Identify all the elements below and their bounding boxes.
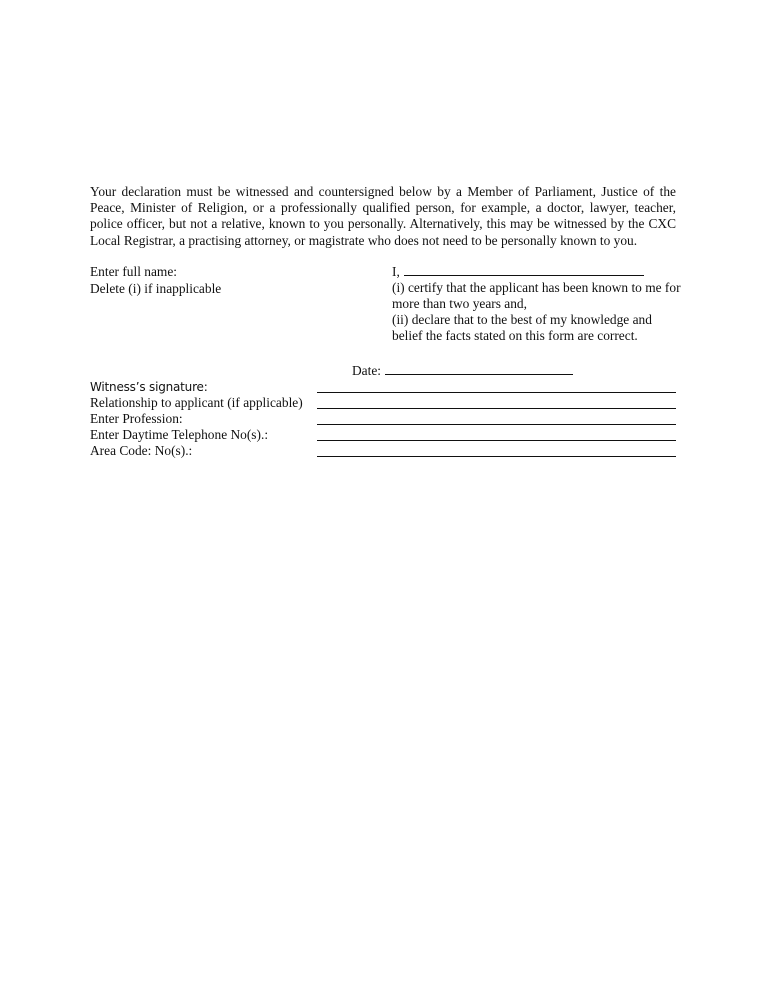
certify-statement-ii: (ii) declare that to the best of my knowledge and belief the facts stated on this form are correct. <box>392 312 652 343</box>
certify-statement-i: (i) certify that the applicant has been known to me for more than two years and, <box>392 280 681 311</box>
full-name-row <box>392 264 682 280</box>
full-name-label: Enter full name: <box>90 264 178 279</box>
full-name-field[interactable] <box>404 264 644 276</box>
date-row <box>352 363 573 379</box>
relationship-field[interactable] <box>317 408 676 409</box>
telephone-field[interactable] <box>317 440 676 441</box>
relationship-label: Relationship to applicant (if applicable) <box>90 395 303 410</box>
witness-signature-field[interactable] <box>317 392 676 393</box>
telephone-label: Enter Daytime Telephone No(s).: <box>90 427 269 442</box>
date-label: Date: <box>352 363 381 378</box>
witness-signature-label: Witness’s signature: <box>90 380 208 394</box>
area-code-field[interactable] <box>317 456 676 457</box>
profession-field[interactable] <box>317 424 676 425</box>
area-code-label: Area Code: No(s).: <box>90 443 193 458</box>
delete-instruction-label: Delete (i) if inapplicable <box>90 281 222 296</box>
certify-prefix: I, <box>392 264 400 279</box>
date-field[interactable] <box>385 363 573 375</box>
profession-label: Enter Profession: <box>90 411 183 426</box>
certification-block <box>392 264 682 344</box>
declaration-paragraph: Your declaration must be witnessed and countersigned below by a Member of Parliament, Justice of the Peace, Minister of Religion, or a professionally qualified person, for example, a doctor, lawyer, teacher, police officer, but not a relative, known to you personally. Alternatively, this may be witnessed by the CXC Local Registrar, a practising attorney, or magistrate who does not need to be personally known to you. <box>90 184 676 248</box>
